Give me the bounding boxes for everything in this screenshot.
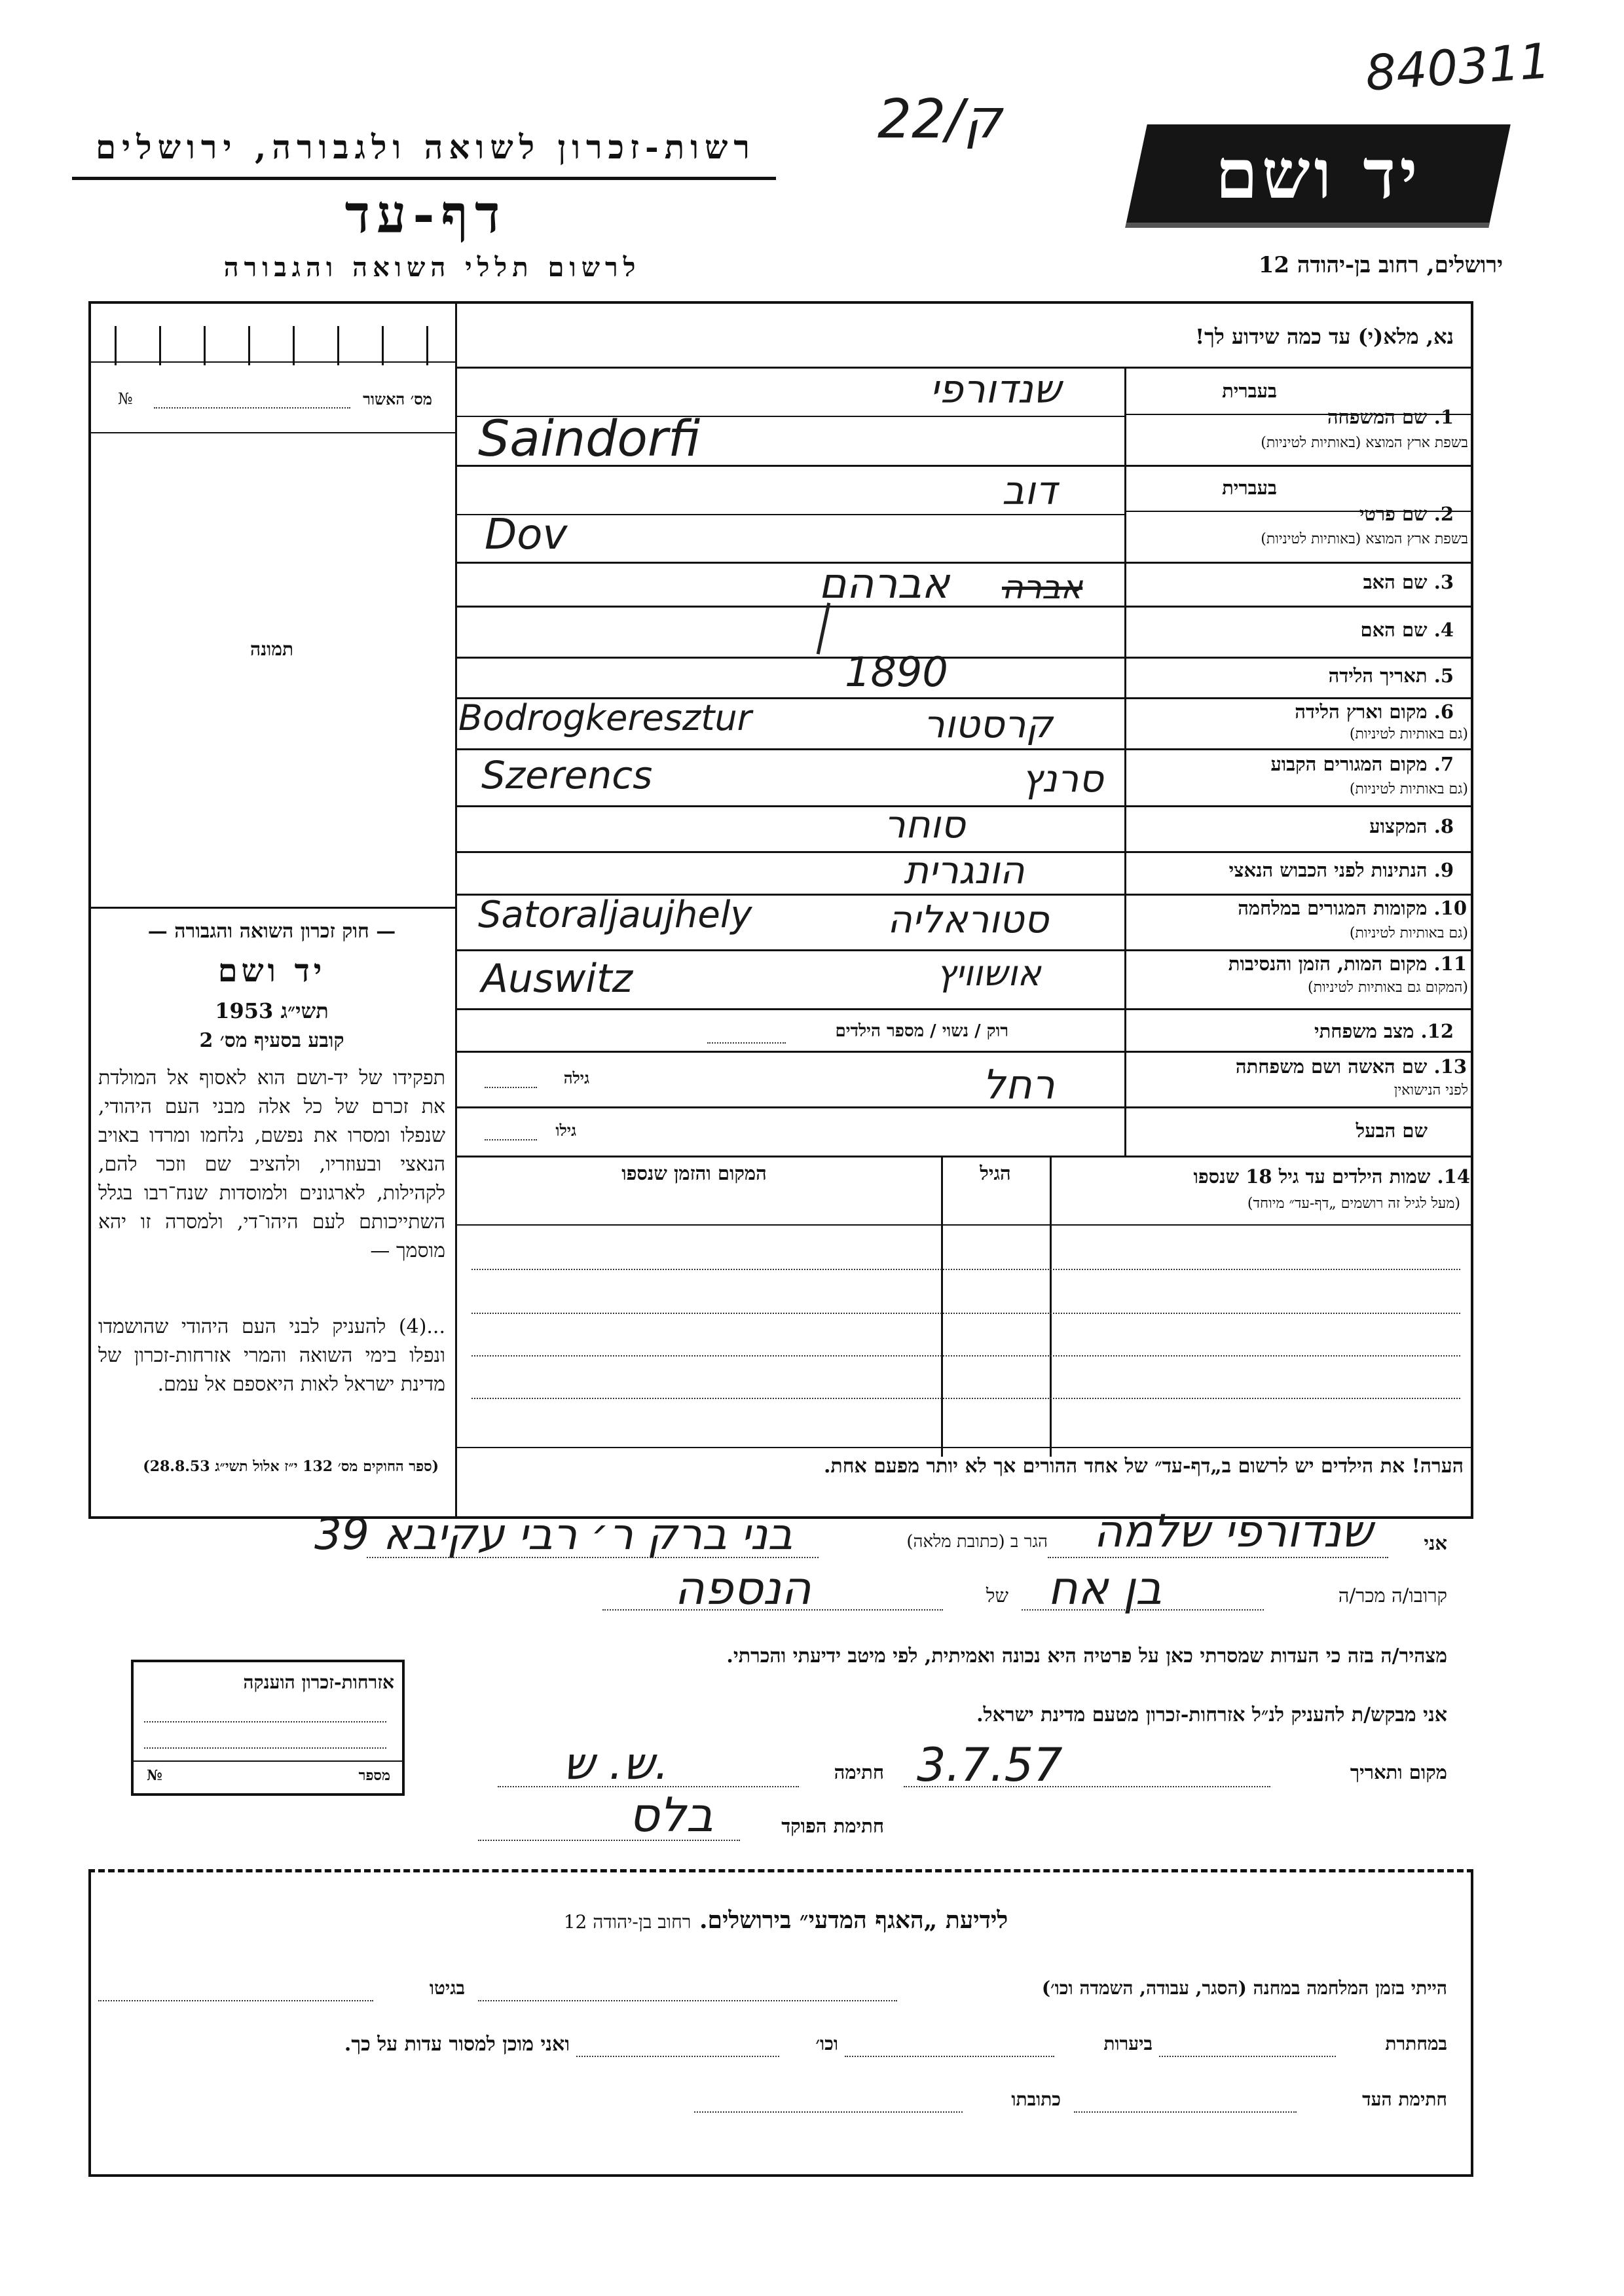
slip-line3-b: כתובתו — [1011, 2088, 1061, 2110]
remark-text: הערה! את הילדים יש לרשום ב„דף-עד״ של אחד ההורים אך לא יותר מפעם אחת. — [823, 1455, 1464, 1478]
declaration-request: אני מבקש/ת להעניק לנ״ל אזרחות-זכרון מטעם מדינת ישראל. — [976, 1704, 1447, 1726]
remark-rule — [455, 1447, 1473, 1448]
children-row-line-2 — [471, 1313, 1460, 1314]
field-num-7: 7. — [1433, 753, 1454, 775]
residence-hebrew: סרנץ — [1022, 756, 1103, 801]
field-label-death — [1126, 953, 1467, 975]
photo-top-rule — [91, 432, 455, 433]
children-col-age: הגיל — [980, 1162, 1011, 1184]
label-column-divider — [1124, 367, 1126, 1156]
row-rule-12 — [455, 1051, 1473, 1053]
field-label-citizenship-text: הנתינות לפני הכבוש הנאצי — [1228, 859, 1428, 881]
form-title: דף-עד — [344, 183, 507, 245]
law-clause: קובע בסעיף מס׳ 2 — [199, 1029, 344, 1052]
place-date-line — [904, 1786, 1270, 1787]
slip-line2-c: וכו׳ — [815, 2033, 838, 2054]
slip-title — [393, 1906, 1179, 1934]
field-label-marital — [1192, 1020, 1454, 1043]
certificate-line-2 — [144, 1747, 386, 1749]
officer-signature-label: חתימת הפוקד — [781, 1815, 884, 1837]
field-label-citizenship — [1126, 859, 1454, 882]
field-label-surname-text: שם המשפחה — [1327, 406, 1428, 428]
marital-options: רוק / נשוי / מספר הילדים — [835, 1021, 1008, 1041]
field-label-birthplace-text: מקום וארץ הלידה — [1295, 701, 1428, 723]
certificate-inner-rule — [134, 1760, 402, 1762]
field-label-birthdate-text: תאריך הלידה — [1328, 665, 1428, 687]
field-num-8: 8. — [1433, 815, 1454, 837]
row-rule-4 — [455, 657, 1473, 659]
declaration-statement: מצהיר/ה בזה כי העדות שמסרתי כאן על פרטיה היא נכונה ואמיתית, לפי מיטב ידיעתי והכרתי. — [726, 1645, 1447, 1667]
declarant-of-value: הנספה — [674, 1561, 811, 1615]
father-name-struck: אברה — [1002, 568, 1083, 606]
field-num-14: 14. — [1437, 1165, 1470, 1188]
row-rule-10 — [455, 949, 1473, 951]
children-note: (מעל לגיל זה רושמים „דף-עד״ מיוחד) — [1247, 1195, 1460, 1212]
wife-name: רחל — [982, 1061, 1055, 1108]
field-label-occupation-text: המקצוע — [1369, 815, 1428, 837]
declaration-of-label: של — [986, 1584, 1008, 1607]
memorial-citizenship-box — [131, 1660, 405, 1796]
slip-line2-c-blank — [576, 2056, 779, 2057]
children-row-line-1 — [471, 1269, 1460, 1270]
field-label-birthdate — [1192, 665, 1454, 687]
law-name: יד ושם — [217, 953, 326, 989]
surname-hebrew: שנדורפי — [930, 367, 1061, 412]
yad-vashem-logo — [1125, 124, 1511, 228]
occupation-value: סוחר — [884, 802, 966, 847]
field-label-birthplace — [1153, 701, 1454, 723]
field-label-wife-text: שם האשה ושם משפחתה — [1235, 1055, 1428, 1078]
handwritten-reference: 22/ק — [877, 88, 1003, 151]
declaration-i-label: אני — [1424, 1532, 1447, 1554]
field-num-2: 2. — [1433, 503, 1454, 525]
surname-latin: Saindorfi — [478, 409, 701, 467]
field-label-father-text: שם האב — [1363, 571, 1428, 593]
authority-name: רשות-זכרון לשואה ולגבורה, ירושלים — [95, 128, 756, 166]
row-rule-2 — [455, 562, 1473, 564]
slip-address: רחוב בן-יהודה 12 — [563, 1911, 692, 1933]
field-label-firstname — [1192, 503, 1454, 526]
field-num-6: 6. — [1433, 701, 1454, 723]
birthplace-hebrew: קרסטור — [923, 702, 1053, 746]
native-note-1: בשפת ארץ המוצא (באותיות לטיניות) — [1261, 435, 1468, 451]
approval-ticks — [115, 326, 442, 365]
place-date-label: מקום ותאריך — [1350, 1761, 1447, 1783]
latin-note-7: (גם באותיות לטיניות) — [1349, 781, 1468, 797]
law-title: — חוק זכרון השואה והגבורה — — [147, 920, 396, 943]
field-label-occupation — [1192, 815, 1454, 838]
field-label-mother — [1192, 619, 1454, 642]
logo-text: יד ושם — [1215, 133, 1422, 214]
officer-signature-value: בלס — [629, 1787, 714, 1842]
photo-label: תמונה — [249, 638, 294, 660]
field-num-12: 12. — [1420, 1020, 1454, 1042]
children-age-divider-left — [941, 1156, 943, 1457]
field-label-wartime-residence — [1126, 897, 1467, 920]
citizenship-value: הונגרית — [904, 848, 1025, 892]
signature-value: ש. ש. — [563, 1738, 669, 1790]
wartime-residence-latin: Satoraljaujhely — [478, 894, 752, 936]
death-note: (המקום גם באותיות לטיניות) — [1308, 979, 1468, 996]
signature-label: חתימה — [834, 1761, 884, 1783]
row-rule-13 — [455, 1106, 1473, 1108]
declarant-relation-line — [1022, 1609, 1264, 1611]
declarant-address: בני ברק ר׳ רבי עקיבא 39 — [314, 1509, 793, 1559]
field-num-9: 9. — [1433, 859, 1454, 881]
father-name: אברהם — [819, 560, 950, 608]
declarant-name: שנדורפי שלמה — [1094, 1506, 1373, 1558]
file-number: 840311 — [1363, 33, 1553, 102]
hebrew-label-2: בעברית — [1222, 477, 1277, 499]
field-label-mother-text: שם האם — [1360, 619, 1428, 641]
field-label-children-text: שמות הילדים עד גיל 18 שנספו — [1193, 1165, 1431, 1188]
approval-number-label: מס׳ האשור — [363, 390, 432, 409]
firstname-latin: Dov — [485, 511, 568, 559]
certificate-number-mark: № — [147, 1767, 162, 1784]
slip-title-text: לידיעת „האגף המדעי״ בירושלים. — [699, 1906, 1008, 1934]
field-label-residence — [1153, 753, 1454, 776]
declarant-relation: בן אח — [1048, 1561, 1162, 1615]
row-rule-14 — [455, 1156, 1473, 1157]
field-label-husband: שם הבעל — [1356, 1120, 1428, 1142]
field-num-11: 11. — [1433, 953, 1467, 975]
law-body-continued: ...(4) להעניק לבני העם היהודי שהושמדו ונפלו בימי השואה והמרי אזרחות-זכרון של מדינת ישראל לאות היאספם אל עמם. — [98, 1315, 445, 1396]
wife-note: לפני הנישואין — [1393, 1082, 1468, 1099]
slip-line3-b-blank — [694, 2111, 963, 2113]
field-num-10: 10. — [1433, 897, 1467, 919]
children-col-place: המקום והזמן שנספו — [621, 1162, 767, 1184]
field-label-marital-text: מצב משפחתי — [1314, 1020, 1414, 1042]
slip-line1-end-blank — [98, 2000, 373, 2001]
slip-line2-a: במחתרת — [1385, 2033, 1447, 2054]
declaration-relative-label: קרובו/ה מכר/ה — [1338, 1584, 1447, 1607]
husband-age-line — [485, 1139, 537, 1140]
field-label-death-text: מקום המות, הזמן והנסיבות — [1228, 953, 1428, 975]
field-num-13: 13. — [1433, 1055, 1467, 1078]
approval-number-mark: № — [118, 390, 133, 408]
field-num-5: 5. — [1433, 665, 1454, 687]
field-label-wife — [1126, 1055, 1467, 1078]
death-place-latin: Auswitz — [481, 956, 633, 1002]
law-year: תשי״ג 1953 — [215, 998, 329, 1023]
slip-cut-line — [88, 1869, 1473, 1872]
declaration-lives-at: הגר ב (כתובת מלאה) — [906, 1532, 1048, 1552]
children-row-line-3 — [471, 1355, 1460, 1357]
row-rule-3 — [455, 606, 1473, 608]
row-rule-6 — [455, 748, 1473, 750]
slip-line1-text: הייתי בזמן המלחמה במחנה (הסגר, עבודה, השמדה וכו׳) — [1041, 1977, 1447, 1999]
field-num-3: 3. — [1433, 571, 1454, 593]
certificate-title: אזרחות-זכרון הוענקה — [243, 1671, 394, 1693]
marital-line — [707, 1042, 786, 1044]
field-label-surname — [1192, 406, 1454, 429]
yad-vashem-address: ירושלים, רחוב בן-יהודה 12 — [1258, 252, 1503, 278]
hebrew-label-1: בעברית — [1222, 380, 1277, 402]
wife-age-line — [485, 1087, 537, 1088]
husband-age-label: גילו — [555, 1121, 576, 1140]
certificate-line-1 — [144, 1721, 386, 1722]
place-date-value: 3.7.57 — [917, 1738, 1063, 1792]
form-instruction: נא, מלא(י) עד כמה שידוע לך! — [1195, 324, 1454, 349]
slip-line3-a-blank — [1074, 2111, 1297, 2113]
certificate-number-label: מספר — [358, 1767, 390, 1784]
slip-line3-a: חתימת העד — [1362, 2088, 1447, 2110]
field-label-residence-text: מקום המגורים הקבוע — [1270, 753, 1428, 775]
slip-line2-a-blank — [1159, 2056, 1336, 2057]
slip-line2-b-blank — [845, 2056, 1054, 2057]
wartime-residence-hebrew: סטוראליה — [887, 897, 1049, 941]
children-row-line-4 — [471, 1398, 1460, 1399]
left-column-divider — [455, 301, 457, 1519]
firstname-hebrew: דוב — [1002, 468, 1057, 514]
latin-note-6: (גם באותיות לטיניות) — [1349, 726, 1468, 742]
law-body: תפקידו של יד-ושם הוא לאסוף אל המולדת את זכרם של כל אלה מבני העם היהודי, שנפלו ומסרו את נפשם, נלחמו ומרדו באויב הנאצי ובעוזריו, ולהציב שם וזכר להם, לקהילות, לארגונים ולמוסדות שנח־רבו בגלל השתייכותם לעם היהו־די, ולמסרה זו יהא מוסמך — — [98, 1066, 445, 1262]
form-subtitle: לרשום תללי השואה והגבורה — [223, 252, 641, 283]
slip-line1-blank — [478, 2000, 897, 2001]
birthplace-latin: Bodrogkeresztur — [458, 697, 752, 738]
slip-line2-end: ואני מוכן למסור עדות על כך. — [344, 2033, 570, 2056]
declarant-address-line — [367, 1557, 819, 1558]
header-rule — [72, 177, 776, 180]
declarant-of-line — [602, 1609, 943, 1611]
field-num-1: 1. — [1433, 406, 1454, 428]
residence-latin: Szerencs — [481, 753, 653, 797]
row-rule-11 — [455, 1008, 1473, 1010]
field-label-wartime-residence-text: מקומות המגורים במלחמה — [1238, 897, 1428, 919]
latin-note-10: (גם באותיות לטיניות) — [1349, 925, 1468, 941]
declarant-name-line — [1048, 1557, 1388, 1558]
birthdate-value: 1890 — [845, 648, 948, 696]
approval-number-line — [154, 407, 350, 409]
slip-line1-end: בגיטו — [429, 1977, 465, 1999]
field-label-children — [1051, 1165, 1470, 1188]
officer-signature-line — [478, 1840, 740, 1841]
field-num-4: 4. — [1433, 619, 1454, 641]
children-header-rule — [455, 1224, 1473, 1226]
law-citation: (ספר החוקים מס׳ 132 י״ז אלול תשי״ג 28.8.53) — [143, 1458, 439, 1475]
field-label-father — [1192, 571, 1454, 594]
native-note-2: בשפת ארץ המוצא (באותיות לטיניות) — [1261, 531, 1468, 547]
death-place-hebrew: אושוויץ — [936, 953, 1041, 994]
field-label-firstname-text: שם פרטי — [1359, 503, 1428, 525]
slip-line2-b: ביערות — [1103, 2033, 1153, 2054]
wife-age-label: גילה — [563, 1068, 589, 1087]
photo-bottom-rule — [91, 907, 455, 909]
